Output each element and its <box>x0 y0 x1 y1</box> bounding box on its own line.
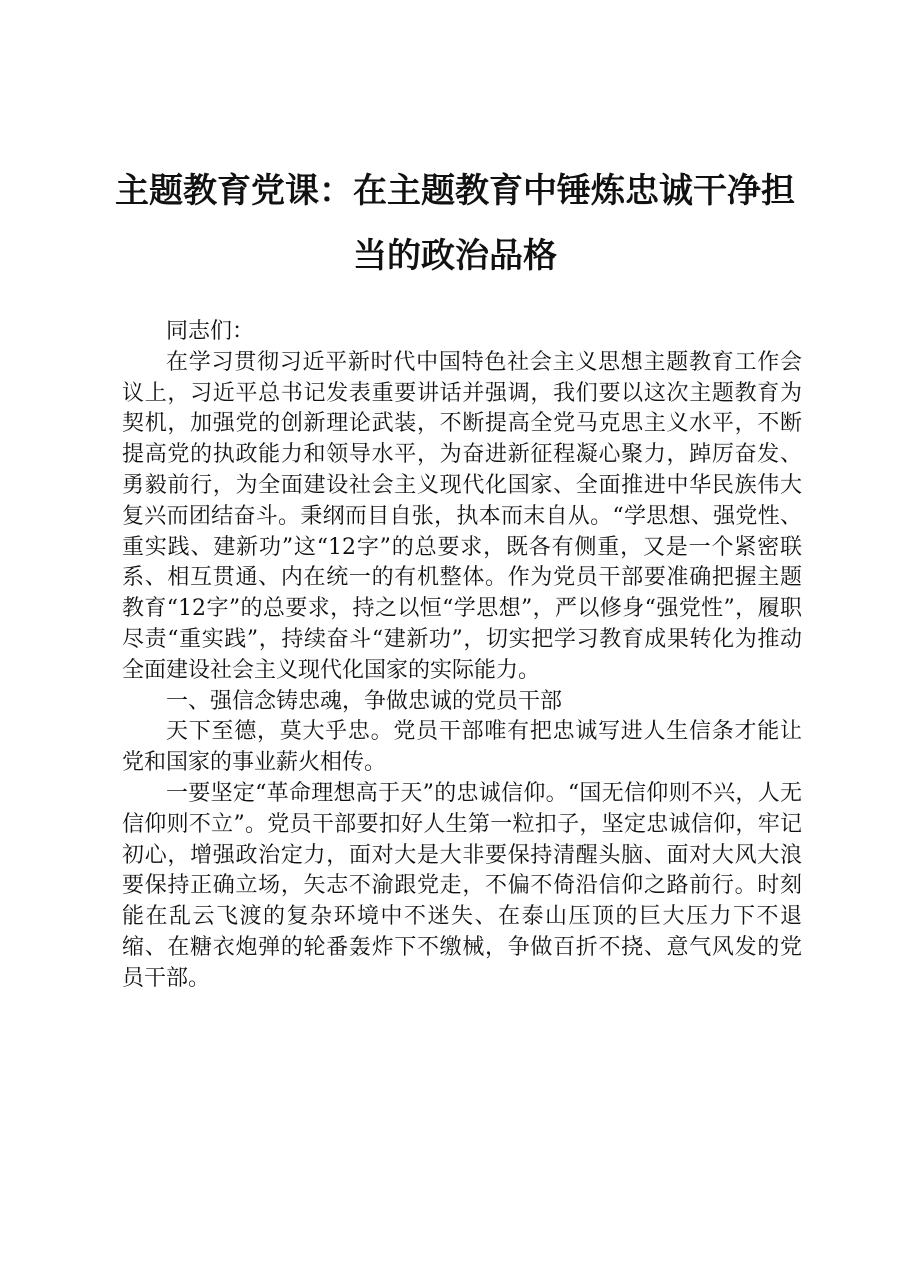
paragraph-intro: 在学习贯彻习近平新时代中国特色社会主义思想主题教育工作会议上，习近平总书记发表重要讲话并强调，我们要以这次主题教育为契机，加强党的创新理论武装，不断提高全党马克思主义水平，不断提高党的执政能力和领导水平，为奋进新征程凝心聚力，踔厉奋发、勇毅前行，为全面建设社会主义现代化国家、全面推进中华民族伟大复兴而团结奋斗。秉纲而目自张，执本而末自从。“学思想、强党性、重实践、建新功”这“12字”的总要求，既各有侧重，又是一个紧密联系、相互贯通、内在统一的有机整体。作为党员干部要准确把握主题教育“12字”的总要求，持之以恒“学思想”，严以修身“强党性”，履职尽责“重实践”，持续奋斗“建新功”，切实把学习教育成果转化为推动全面建设社会主义现代化国家的实际能力。 <box>122 349 802 683</box>
salutation: 同志们： <box>166 319 255 344</box>
document-title-line1: 主题教育党课：在主题教育中锤炼忠诚干净担 <box>115 171 795 211</box>
document-body <box>122 317 802 995</box>
document-title-line2: 当的政治品格 <box>353 236 557 276</box>
section-heading-1: 一、强信念铸忠魂，争做忠诚的党员干部 <box>166 688 563 714</box>
paragraph-faith: 一要坚定“革命理想高于天”的忠诚信仰。“国无信仰则不兴，人无信仰则不立”。党员干部要扣好人生第一粒扣子，坚定忠诚信仰，牢记初心，增强政治定力，面对大是大非要保持清醒头脑、面对大风大浪要保持正确立场，矢志不渝跟党走，不偏不倚沿信仰之路前行。时刻能在乱云飞渡的复杂环境中不迷失、在泰山压顶的巨大压力下不退缩、在糖衣炮弹的轮番轰炸下不缴械，争做百折不挠、意气风发的党员干部。 <box>122 780 802 991</box>
paragraph-loyalty: 天下至德，莫大乎忠。党员干部唯有把忠诚写进人生信条才能让党和国家的事业薪火相传。 <box>122 719 802 776</box>
